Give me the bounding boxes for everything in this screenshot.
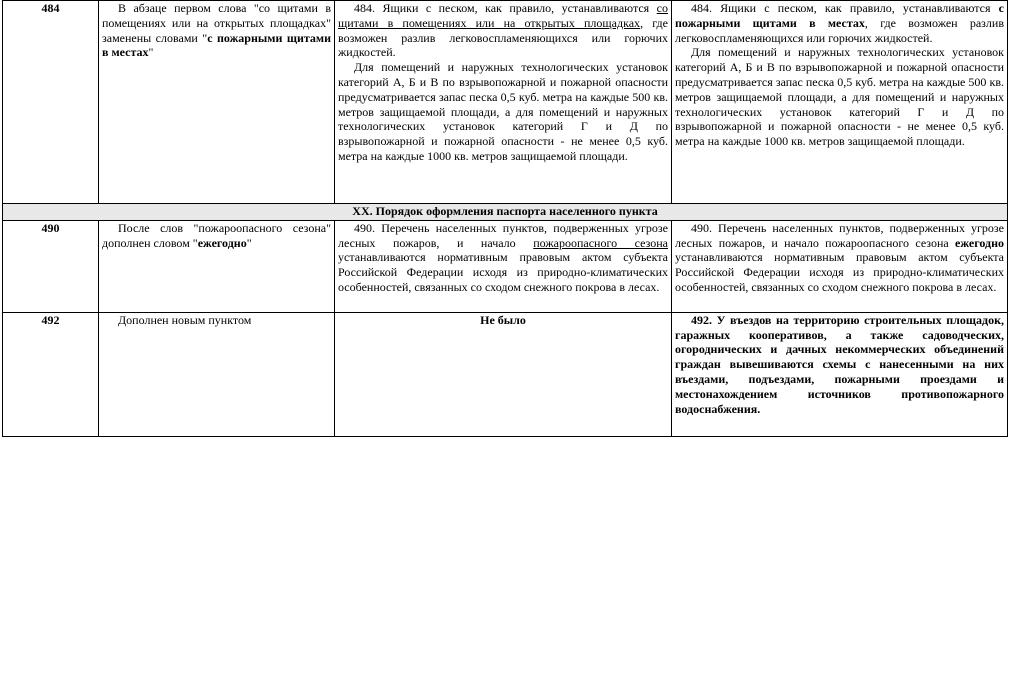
old-text: 484. Ящики с песком, как правило, устанавливаются	[354, 1, 657, 15]
new-wording	[672, 220, 1008, 312]
amendments-table	[2, 0, 1008, 437]
new-text-bold: 492. У въездов на территорию строительных площадок, гаражных кооперативов, а также садоводческих, огороднических и дачных некоммерческих объединений граждан вывешиваются схемы с нанесенными на них въездами, подъездами, пожарными проездами и местонахождением источников противопожарного водоснабжения.	[675, 312, 1004, 416]
change-text: Дополнен новым пунктом	[118, 312, 252, 327]
new-text-bold: с пожарными щитами в местах	[675, 1, 1004, 30]
old-wording	[335, 1, 672, 204]
row-number: 492	[3, 312, 99, 436]
new-text-bold: ежегодно	[955, 235, 1004, 250]
old-text: устанавливаются нормативным правовым актом субъекта Российской Федерации исходя из природно-климатических особенностей, связанных со сходом снежного покрова в лесах.	[338, 250, 668, 294]
old-text-underlined: пожароопасного сезона	[533, 235, 668, 250]
old-text-underlined: со щитами в помещениях или на открытых площадках	[338, 1, 668, 30]
change-description	[99, 312, 335, 436]
change-text: "	[246, 235, 252, 250]
change-text-bold: с пожарными щитами в местах	[102, 30, 331, 60]
old-text: , где возможен разлив легковоспламеняющихся или горючих жидкостей.	[338, 15, 668, 60]
table-row	[3, 220, 1008, 312]
change-text-bold: ежегодно	[197, 235, 247, 250]
section-row	[3, 204, 1008, 221]
new-text-paragraph: Для помещений и наружных технологических установок категорий А, Б и В по взрывопожарной и пожарной опасности предусматривается запас песка 0,5 куб. метра на каждые 500 кв. метров защищаемой площади, а для помещений и наружных технологических установок категорий Г и Д по взрывопожарной и пожарной опасности - не менее 0,5 куб. метра на каждые 1000 кв. метров защищаемой площади.	[675, 45, 1004, 149]
old-text-paragraph: Для помещений и наружных технологических установок категорий А, Б и В по взрывопожарной и пожарной опасности предусматривается запас песка 0,5 куб. метра на каждые 500 кв. метров защищаемой площади, а для помещений и наружных технологических установок категорий Г и Д по взрывопожарной и пожарной опасности - не менее 0,5 куб. метра на каждые 1000 кв. метров защищаемой площади.	[338, 60, 668, 163]
change-text: После слов "пожароопасного сезона" дополнен словом "	[102, 220, 331, 250]
change-description	[99, 220, 335, 312]
new-text: устанавливаются нормативным правовым актом субъекта Российской Федерации исходя из природно-климатических особенностей, связанных со сходом снежного покрова в лесах.	[675, 250, 1004, 294]
change-text: В абзаце первом слова "со щитами в помещениях или на открытых площадках" заменены словами "	[102, 1, 331, 45]
row-number: 484	[3, 1, 99, 204]
old-wording	[335, 220, 672, 312]
table-row	[3, 312, 1008, 436]
new-wording	[672, 1, 1008, 204]
old-wording: Не было	[335, 312, 672, 436]
new-wording	[672, 312, 1008, 436]
table-row	[3, 1, 1008, 204]
new-text: 490. Перечень населенных пунктов, подверженных угрозе лесных пожаров, и начало пожароопасного сезона	[675, 220, 1004, 250]
change-description	[99, 1, 335, 204]
new-text: 484. Ящики с песком, как правило, устанавливаются	[691, 1, 999, 15]
old-text: 490. Перечень населенных пунктов, подверженных угрозе лесных пожаров, и начало	[338, 220, 668, 250]
new-text: , где возможен разлив легковоспламеняющихся или горючих жидкостей.	[675, 15, 1005, 45]
change-text: "	[148, 45, 154, 60]
row-number: 490	[3, 220, 99, 312]
section-title: XX. Порядок оформления паспорта населенного пункта	[3, 204, 1008, 221]
